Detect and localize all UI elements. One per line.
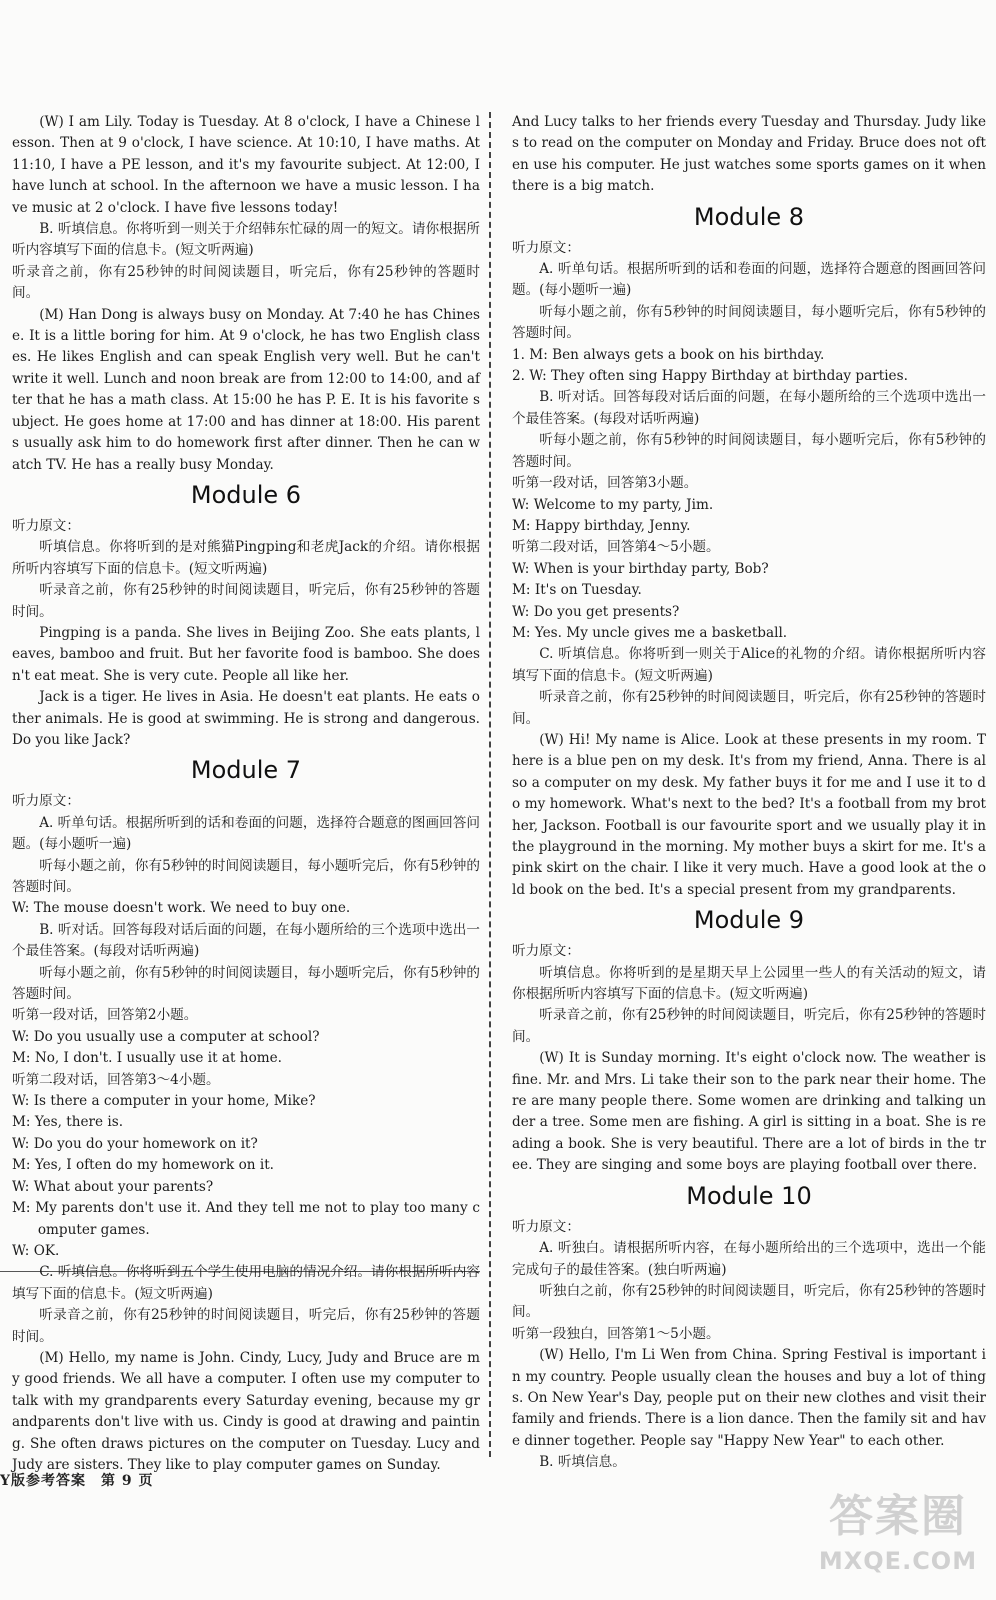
paragraph: (M) Han Dong is always busy on Monday. At 7:40 he has Chinese. It is a little boring for him. At 9 o'clock, he has two English classes. He likes English and can speak English very well. But he can't write it well. Lunch and noon break are from 12:00 to 14:00, and after that he has a math class. At 15:00 he has P. E. It is his favorite subject. He goes home at 17:00 and has dinner at 18:00. His parents usually ask him to do homework first after dinner. Then he can watch TV. He has a really busy Monday. [12,306,480,473]
paragraph: 听力原文： [512,1218,580,1235]
watermark-logo-text: 答案圈 [829,1491,967,1542]
column-divider [489,112,491,1457]
dialogue-line: W: The mouse doesn't work. We need to buy one. [12,900,351,917]
page-footer: Y版参考答案 第 9 页 [0,1473,154,1489]
dialogue-line: 2. W: They often sing Happy Birthday at birthday parties. [512,368,908,385]
paragraph: 听第一段对话，回答第3小题。 [512,475,698,492]
paragraph: 听第二段对话，回答第3～4小题。 [12,1071,220,1088]
dialogue-line: M: No, I don't. I usually use it at home. [12,1050,283,1067]
paragraph: (W) It is Sunday morning. It's eight o'clock now. The weather is fine. Mr. and Mrs. Li take their son to the park near their home. There are many people there. Some women are drinking and talking under a tree. Some men are fishing. A girl is sitting in a boat. She is reading a book. She is very beautiful. There are a lot of birds in the tree. They are singing and some boys are playing football over there. [512,1050,986,1174]
paragraph: (W) Hi! My name is Alice. Look at these presents in my room. There is a blue pen on my desk. It's from my friend, Anna. There is also a computer on my desk. My father buys it for me and I use it to do my homework. What's next to the bed? It's a football from my brother, Jackson. Football is our favourite sport and we usually play it in the playground in the morning. My mother buys a skirt for me. It's a pink skirt on the chair. I like it very much. Have a good look at the old book on the bed. It's a special present from my grandparents. [512,731,986,898]
paragraph: 听力原文： [512,239,580,256]
paragraph: 听力原文： [12,793,80,810]
paragraph: C. 听填信息。你将听到五个学生使用电脑的情况介绍。请你根据所听内容填写下面的信息卡。(短文听两遍) [12,1264,480,1302]
dialogue-line: W: What about your parents? [12,1178,214,1195]
dialogue-line: M: My parents don't use it. And they tell me not to play too many computer games. [12,1200,480,1238]
paragraph: B. 听填信息。你将听到一则关于介绍韩东忙碌的周一的短文。请你根据所听内容填写下面的信息卡。(短文听两遍) [12,221,480,259]
watermark-url: MXQE.COM [818,1547,978,1575]
paragraph: 听录音之前，你有25秒钟的时间阅读题目，听完后，你有25秒钟的答题时间。 [12,582,480,620]
paragraph: 听录音之前，你有25秒钟的时间阅读题目，听完后，你有25秒钟的答题时间。 [12,1307,480,1345]
paragraph: (W) Hello, I'm Li Wen from China. Spring Festival is important in my country. People usually clean the houses and buy a lot of things. On New Year's Day, people put on their new clothes and visit their family and friends. There is a lion dance. Then the family sit and have dinner together. People say "Happy New Year" to each other. [512,1347,986,1449]
paragraph: B. 听填信息。 [539,1454,626,1471]
dialogue-line: M: Yes, there is. [12,1114,124,1131]
paragraph: 听填信息。你将听到的是星期天早上公园里一些人的有关活动的短文，请你根据所听内容填写下面的信息卡。(短文听两遍) [512,964,986,1003]
dialogue-line: W: Welcome to my party, Jim. [512,496,714,513]
paragraph: 听力原文： [12,517,80,534]
watermark-logo [810,1488,986,1588]
paragraph: 听第一段独白，回答第1～5小题。 [512,1325,720,1342]
dialogue-line: M: It's on Tuesday. [512,582,642,599]
dialogue-line: M: Yes, I often do my homework on it. [12,1157,275,1174]
left-column [12,112,480,1476]
paragraph: A. 听单句话。根据所听到的话和卷面的问题，选择符合题意的图画回答问题。(每小题听一遍) [12,814,480,853]
paragraph: (W) I am Lily. Today is Tuesday. At 8 o'clock, I have a Chinese lesson. Then at 9 o'clock, I have science. At 10:10, I have maths. At 11:10, I have a PE lesson, and it's my favourite subject. At 12:00, I have lunch at school. In the afternoon we have a music lesson. I have music at 2 o'clock. I have five lessons today! [12,114,480,216]
paragraph: And Lucy talks to her friends every Tuesday and Thursday. Judy likes to read on the computer on Monday and Friday. Bruce does not often use his computer. He just watches some sports games on it when there is a big match. [512,114,986,195]
dialogue-line: W: OK. [12,1242,60,1259]
paragraph: 听第二段对话，回答第4～5小题。 [512,539,720,556]
dialogue-line: M: Yes. My uncle gives me a basketball. [512,624,788,641]
module-6-heading: Module 6 [190,480,302,509]
paragraph: 听录音之前，你有25秒钟的时间阅读题目，听完后，你有25秒钟的答题时间。 [512,1007,986,1045]
module-9-heading: Module 9 [693,906,805,935]
paragraph: Jack is a tiger. He lives in Asia. He doesn't eat plants. He eats other animals. He is good at swimming. He is strong and dangerous. Do you like Jack? [12,689,480,748]
paragraph: 听每小题之前，你有5秒钟的时间阅读题目，每小题听完后，你有5秒钟的答题时间。 [12,964,480,1003]
paragraph: B. 听对话。回答每段对话后面的问题，在每小题所给的三个选项中选出一个最佳答案。(每段对话听两遍) [12,921,480,960]
paragraph: (M) Hello, my name is John. Cindy, Lucy, Judy and Bruce are my good friends. We all have a computer. I often use my computer to talk with my grandparents every Saturday evening, because my grandparents don't live with us. Cindy is good at drawing and painting. She often draws pictures on the computer on Tuesday. Lucy and Judy are sisters. They like to play computer games on Sunday. [12,1349,480,1473]
dialogue-line: 1. M: Ben always gets a book on his birthday. [512,346,825,363]
paragraph: B. 听对话。回答每段对话后面的问题，在每小题所给的三个选项中选出一个最佳答案。(每段对话听两遍) [512,389,986,427]
paragraph: 听填信息。你将听到的是对熊猫Pingping和老虎Jack的介绍。请你根据所听内容填写下面的信息卡。(短文听两遍) [12,539,480,577]
paragraph: 听每小题之前，你有5秒钟的时间阅读题目，每小题听完后，你有5秒钟的答题时间。 [512,303,986,342]
paragraph: 听每小题之前，你有5秒钟的时间阅读题目，每小题听完后，你有5秒钟的答题时间。 [512,432,986,470]
paragraph: 听力原文： [512,943,580,960]
paragraph: 听第一段对话，回答第2小题。 [12,1007,198,1024]
paragraph: 听录音之前，你有25秒钟的时间阅读题目，听完后，你有25秒钟的答题时间。 [12,263,480,302]
right-column [512,112,986,1474]
paragraph: 听录音之前，你有25秒钟的时间阅读题目，听完后，你有25秒钟的答题时间。 [512,689,986,727]
dialogue-line: W: Do you get presents? [512,603,680,620]
paragraph: A. 听单句话。根据所听到的话和卷面的问题，选择符合题意的图画回答问题。(每小题听一遍) [512,261,986,299]
paragraph: C. 听填信息。你将听到一则关于Alice的礼物的介绍。请你根据所听内容填写下面的信息卡。(短文听两遍) [512,646,986,684]
paragraph: A. 听独白。请根据所听内容，在每小题所给出的三个选项中，选出一个能完成句子的最佳答案。(独白听两遍) [512,1240,986,1278]
dialogue-line: W: When is your birthday party, Bob? [512,560,769,577]
module-10-heading: Module 10 [686,1181,812,1210]
module-8-heading: Module 8 [693,202,805,231]
dialogue-line: W: Do you do your homework on it? [12,1135,258,1152]
dialogue-line: W: Is there a computer in your home, Mike? [12,1093,316,1110]
paragraph: 听每小题之前，你有5秒钟的时间阅读题目，每小题听完后，你有5秒钟的答题时间。 [12,857,480,895]
paragraph: Pingping is a panda. She lives in Beijing Zoo. She eats plants, leaves, bamboo and fruit. But her favorite food is bamboo. She doesn't eat meat. She is very cute. People all like her. [12,624,480,684]
dialogue-line: M: Happy birthday, Jenny. [512,517,691,534]
paragraph: 听独白之前，你有25秒钟的时间阅读题目，听完后，你有25秒钟的答题时间。 [512,1282,986,1321]
dialogue-line: W: Do you usually use a computer at school? [12,1028,320,1045]
module-7-heading: Module 7 [190,756,302,785]
